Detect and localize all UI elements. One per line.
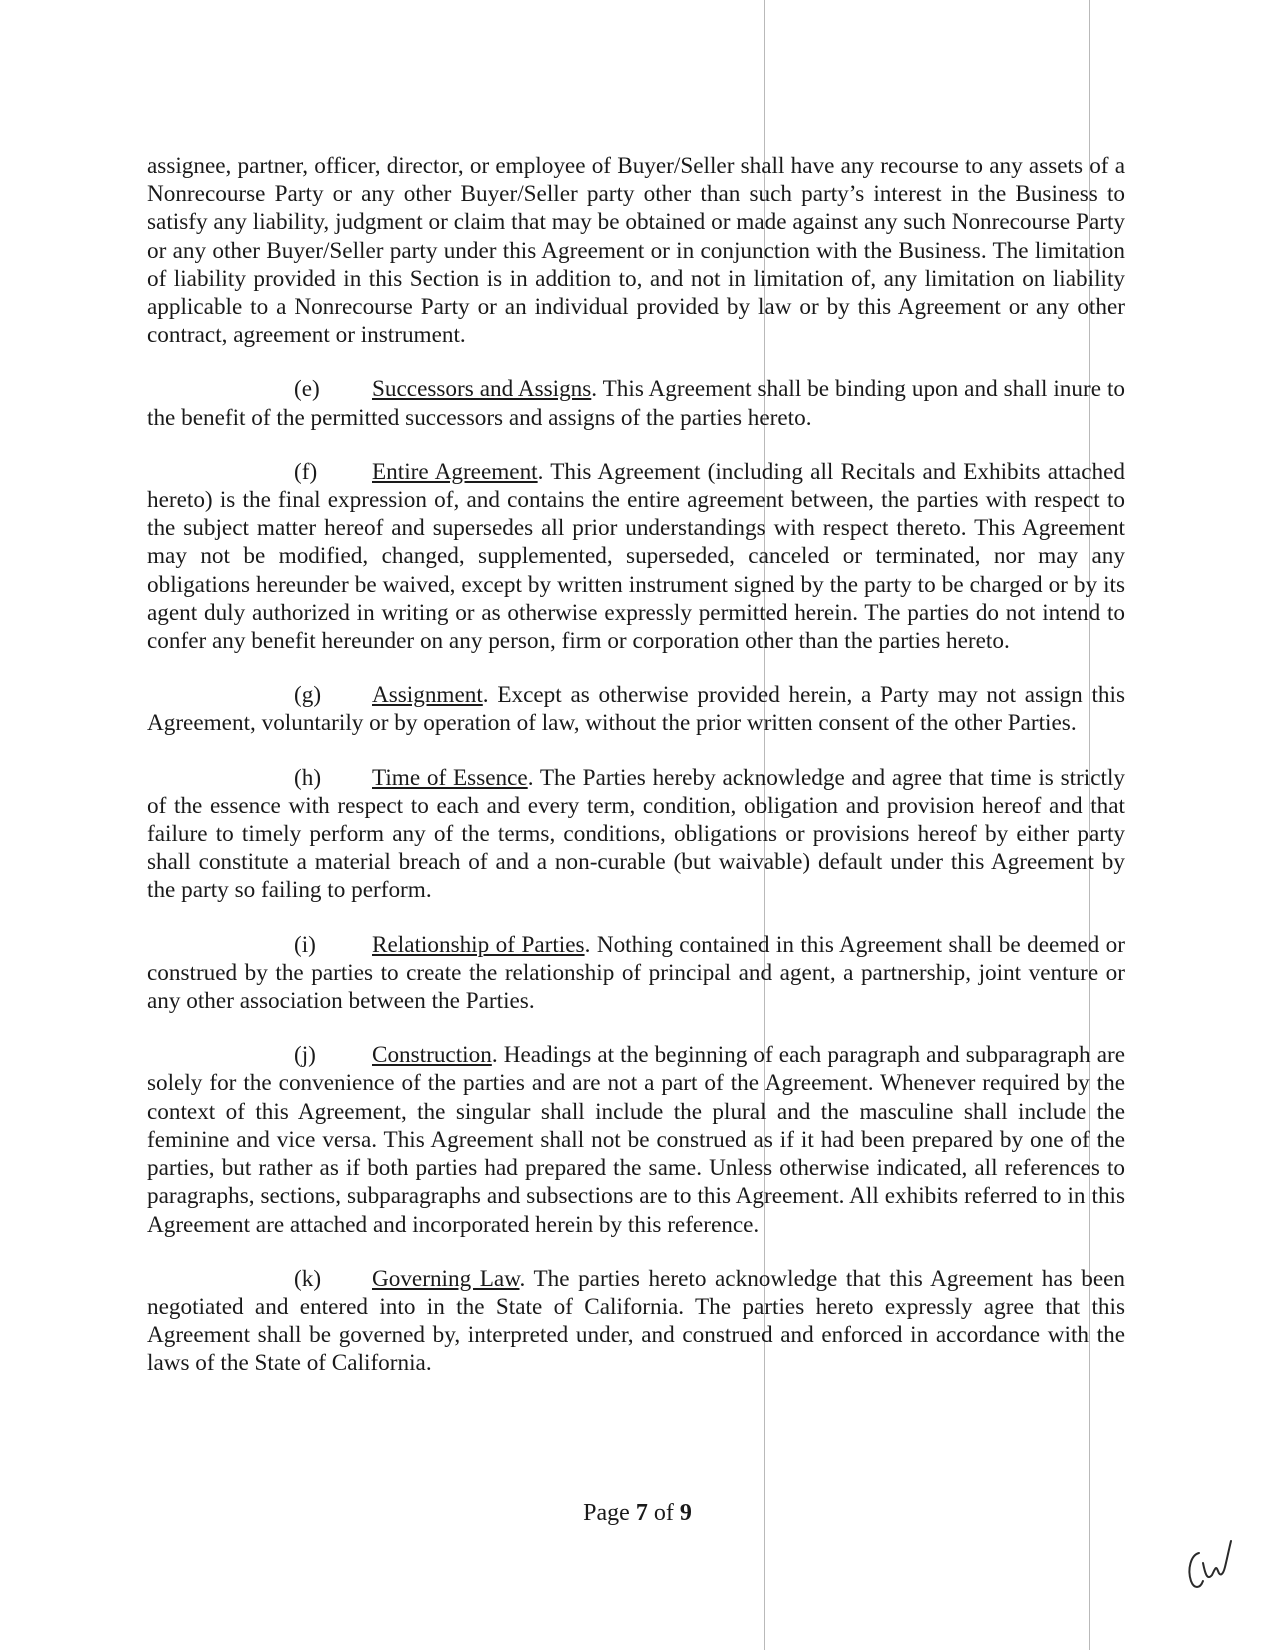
- section-body: . This Agreement (including all Recitals and Exhibits attached hereto) is the final expression of, and contains the entire agreement between, the parties with respect to the subject matter hereof and supersedes all prior understandings with respect thereto. This Agreement may not be modified, changed, supplemented, superseded, canceled or terminated, nor may any obligations hereunder be waived, except by written instrument signed by the party to be charged or by its agent duly authorized in writing or as otherwise expressly permitted herein. The parties do not intend to confer any benefit hereunder on any person, firm or corporation other than the parties hereto.: [147, 458, 1125, 655]
- section-k: [147, 1265, 1125, 1378]
- section-title: Time of Essence: [372, 764, 528, 791]
- section-body: . This Agreement shall be binding upon and shall inure to the benefit of the permitted successors and assigns of the parties hereto.: [147, 376, 1125, 431]
- section-number: (g): [294, 682, 322, 709]
- section-number: (e): [294, 376, 320, 403]
- section-body: . Headings at the beginning of each paragraph and subparagraph are solely for the convenience of the parties and are not a part of the Agreement. Whenever required by the context of this Agreement, the singular shall include the plural and the masculine shall include the feminine and vice versa. This Agreement shall not be construed as if it had been prepared by one of the parties, but rather as if both parties had prepared the same. Unless otherwise indicated, all references to paragraphs, sections, subparagraphs and subsections are to this Agreement. All exhibits referred to in this Agreement are attached and incorporated herein by this reference.: [147, 1042, 1125, 1238]
- section-j: [147, 1041, 1125, 1238]
- current-page-number: 7: [635, 1500, 648, 1526]
- section-g: [147, 681, 1125, 737]
- section-h: [147, 764, 1125, 905]
- section-number: (h): [294, 764, 322, 791]
- section-title: Assignment: [372, 682, 483, 709]
- section-number: (i): [294, 931, 316, 958]
- handwritten-initials-icon: [1185, 1535, 1235, 1595]
- section-i: [147, 931, 1125, 1016]
- section-body: . The Parties hereby acknowledge and agree that time is strictly of the essence with respect to each and every term, condition, obligation and provision hereof and that failure to timely perform any of the terms, conditions, obligations or provisions hereof by either party shall constitute a material breach of and a non-curable (but waivable) default under this Agreement by the party so failing to perform.: [147, 764, 1125, 904]
- section-title: Governing Law: [372, 1265, 520, 1292]
- section-number: (f): [294, 458, 318, 485]
- section-title: Construction: [372, 1042, 492, 1069]
- section-e: [147, 375, 1125, 431]
- document-body: [147, 152, 1125, 1404]
- section-body: . The parties hereto acknowledge that this Agreement has been negotiated and entered into in the State of California. The parties hereto expressly agree that this Agreement shall be governed by, interpreted under, and construed and enforced in accordance with the laws of the State of California.: [147, 1265, 1125, 1377]
- page-label: Page: [583, 1500, 630, 1526]
- of-label: of: [653, 1500, 674, 1526]
- section-f: [147, 458, 1125, 655]
- section-body: . Except as otherwise provided herein, a Party may not assign this Agreement, voluntarily or by operation of law, without the prior written consent of the other Parties.: [147, 682, 1125, 737]
- total-page-number: 9: [679, 1500, 692, 1526]
- section-number: (j): [294, 1042, 316, 1069]
- page-footer: [0, 1500, 1275, 1527]
- section-title: Successors and Assigns: [372, 376, 592, 403]
- opening-paragraph: assignee, partner, officer, director, or employee of Buyer/Seller shall have any recourse to any assets of a Nonrecourse Party or any other Buyer/Seller party other than such party’s interest in the Business to satisfy any liability, judgment or claim that may be obtained or made against any such Nonrecourse Party or any other Buyer/Seller party under this Agreement or in conjunction with the Business. The limitation of liability provided in this Section is in addition to, and not in limitation of, any limitation on liability applicable to a Nonrecourse Party or an individual provided by law or by this Agreement or any other contract, agreement or instrument.: [147, 153, 1125, 349]
- section-title: Relationship of Parties: [372, 931, 585, 958]
- section-number: (k): [294, 1265, 322, 1292]
- section-title: Entire Agreement: [372, 458, 538, 485]
- section-body: . Nothing contained in this Agreement shall be deemed or construed by the parties to create the relationship of principal and agent, a partnership, joint venture or any other association between the Parties.: [147, 931, 1125, 1015]
